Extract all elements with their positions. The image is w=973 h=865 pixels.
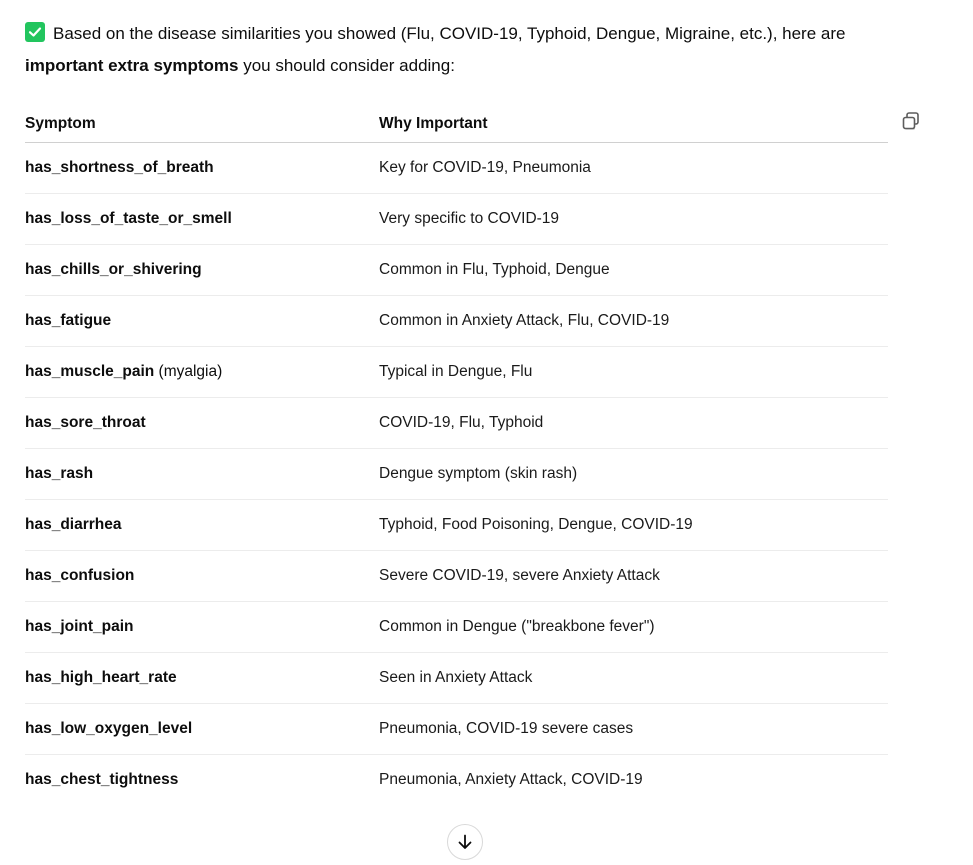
why-important-cell: Severe COVID-19, severe Anxiety Attack bbox=[379, 551, 888, 602]
symptom-name: has_chest_tightness bbox=[25, 771, 179, 788]
copy-table-button[interactable] bbox=[900, 110, 922, 132]
symptom-cell bbox=[25, 194, 379, 245]
symptom-name: has_muscle_pain bbox=[25, 363, 155, 380]
table-row bbox=[25, 296, 888, 347]
symptom-cell bbox=[25, 347, 379, 398]
intro-text-before: Based on the disease similarities you showed (Flu, COVID-19, Typhoid, Dengue, Migraine, etc.), here are bbox=[53, 24, 846, 43]
table-row bbox=[25, 653, 888, 704]
table-row bbox=[25, 245, 888, 296]
table-row bbox=[25, 602, 888, 653]
intro-bold-text: important extra symptoms bbox=[25, 56, 239, 75]
symptom-cell bbox=[25, 398, 379, 449]
table-row bbox=[25, 755, 888, 806]
why-important-cell: Common in Dengue ("breakbone fever") bbox=[379, 602, 888, 653]
why-important-cell: Pneumonia, Anxiety Attack, COVID-19 bbox=[379, 771, 643, 788]
intro-paragraph bbox=[25, 18, 925, 82]
symptom-cell bbox=[25, 143, 379, 194]
table-row bbox=[25, 551, 888, 602]
symptom-cell bbox=[25, 296, 379, 347]
symptom-name: has_chills_or_shivering bbox=[25, 261, 202, 278]
why-important-cell: Dengue symptom (skin rash) bbox=[379, 449, 888, 500]
why-important-cell: Key for COVID-19, Pneumonia bbox=[379, 143, 888, 194]
symptom-name: has_joint_pain bbox=[25, 618, 134, 635]
symptom-cell bbox=[25, 704, 379, 755]
table-body bbox=[25, 143, 888, 806]
table-header-row bbox=[25, 106, 888, 143]
symptom-cell bbox=[25, 602, 379, 653]
table-row bbox=[25, 449, 888, 500]
column-header-why-important: Why Important bbox=[379, 106, 888, 143]
copy-icon bbox=[900, 110, 922, 132]
symptom-name: has_rash bbox=[25, 465, 94, 482]
symptom-cell bbox=[25, 449, 379, 500]
why-important-cell: Common in Flu, Typhoid, Dengue bbox=[379, 245, 888, 296]
symptom-cell bbox=[25, 653, 379, 704]
symptom-name: has_shortness_of_breath bbox=[25, 159, 214, 176]
why-important-cell: Typhoid, Food Poisoning, Dengue, COVID-19 bbox=[379, 500, 888, 551]
symptom-table-container bbox=[25, 106, 888, 805]
symptom-name: has_diarrhea bbox=[25, 516, 122, 533]
why-important-cell: Very specific to COVID-19 bbox=[379, 194, 888, 245]
table-row bbox=[25, 500, 888, 551]
symptom-table bbox=[25, 106, 888, 805]
symptom-name: has_low_oxygen_level bbox=[25, 720, 193, 737]
scroll-to-bottom-button[interactable] bbox=[447, 824, 483, 860]
why-important-cell: Common in Anxiety Attack, Flu, COVID-19 bbox=[379, 296, 888, 347]
why-important-cell: Typical in Dengue, Flu bbox=[379, 347, 888, 398]
symptom-cell bbox=[25, 500, 379, 551]
symptom-name: has_sore_throat bbox=[25, 414, 146, 431]
table-row bbox=[25, 704, 888, 755]
symptom-name: has_loss_of_taste_or_smell bbox=[25, 210, 232, 227]
column-header-symptom: Symptom bbox=[25, 106, 379, 143]
why-important-cell: Seen in Anxiety Attack bbox=[379, 653, 888, 704]
table-row bbox=[25, 194, 888, 245]
symptom-cell bbox=[25, 551, 379, 602]
table-row bbox=[25, 143, 888, 194]
arrow-down-icon bbox=[456, 833, 474, 851]
symptom-name: has_confusion bbox=[25, 567, 135, 584]
table-row bbox=[25, 347, 888, 398]
symptom-note: (myalgia) bbox=[154, 363, 223, 380]
symptom-name: has_fatigue bbox=[25, 312, 112, 329]
symptom-cell bbox=[25, 755, 379, 806]
why-important-cell: COVID-19, Flu, Typhoid bbox=[379, 398, 888, 449]
intro-text-after: you should consider adding: bbox=[238, 56, 455, 75]
why-important-cell: Pneumonia, COVID-19 severe cases bbox=[379, 704, 888, 755]
check-mark-icon bbox=[25, 22, 45, 42]
table-row bbox=[25, 398, 888, 449]
symptom-name: has_high_heart_rate bbox=[25, 669, 177, 686]
symptom-cell bbox=[25, 245, 379, 296]
